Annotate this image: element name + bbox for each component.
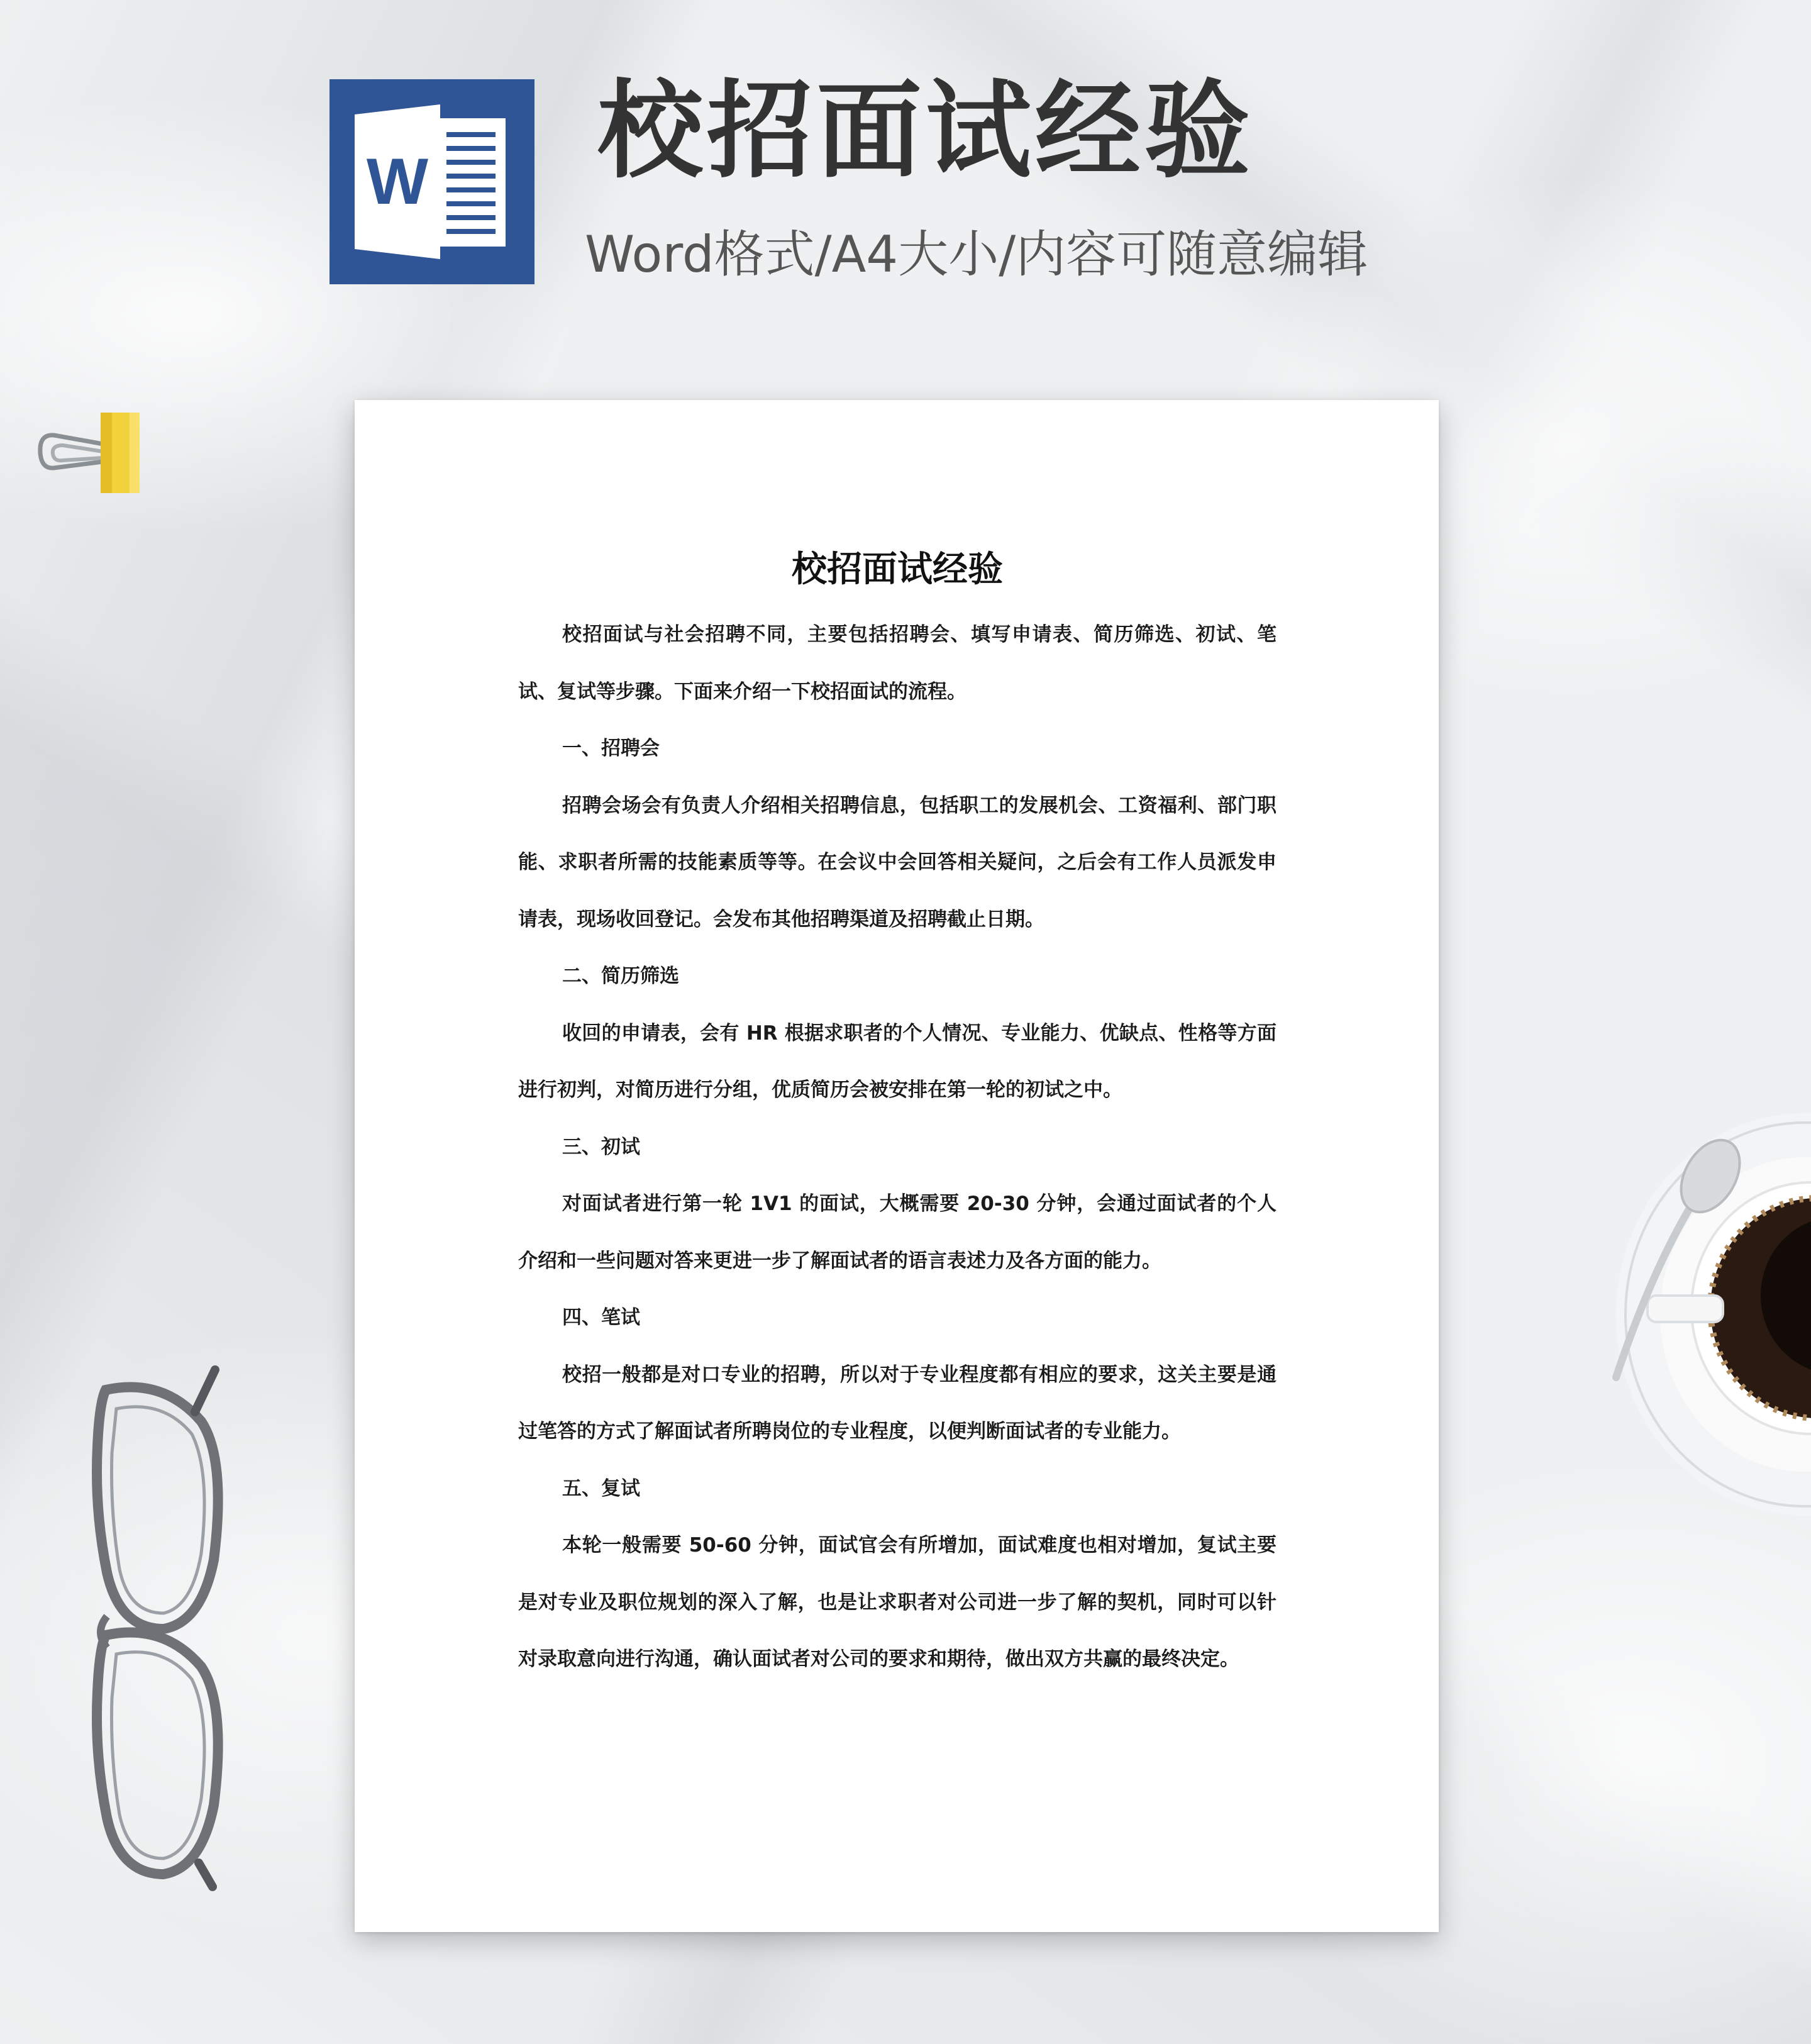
page-title: 校招面试经验 [597,69,1254,192]
word-logo-icon [330,79,534,284]
word-logo-letter: W [366,145,429,218]
body-paragraph: 本轮一般需要 50-60 分钟，面试官会有所增加，面试难度也相对增加，复试主要是对专业及职位规划的深入了解，也是让求职者对公司进一步了解的契机，同时可以针对录取意向进行沟通，确认面试者对公司的要求和期待，做出双方共赢的最终决定。 [518,1534,1277,1670]
page-subtitle: Word格式/A4大小/内容可随意编辑 [585,225,1368,284]
section-heading: 五、复试 [562,1477,640,1500]
document-body [518,545,1277,1688]
document-content [518,606,1277,1688]
body-paragraph: 校招面试与社会招聘不同，主要包括招聘会、填写申请表、简历筛选、初试、笔试、复试等步骤。下面来介绍一下校招面试的流程。 [518,623,1277,703]
body-paragraph: 招聘会场会有负责人介绍相关招聘信息，包括职工的发展机会、工资福利、部门职能、求职者所需的技能素质等等。在会议中会回答相关疑问，之后会有工作人员派发申请表，现场收回登记。会发布其他招聘渠道及招聘截止日期。 [518,794,1277,931]
binder-clip-icon [35,408,148,502]
section-heading: 二、简历筛选 [562,965,679,987]
section-heading: 一、招聘会 [562,737,660,760]
body-paragraph: 对面试者进行第一轮 1V1 的面试，大概需要 20-30 分钟，会通过面试者的个人介绍和一些问题对答来更进一步了解面试者的语言表述力及各方面的能力。 [518,1192,1277,1272]
section-heading: 四、笔试 [562,1306,640,1329]
body-paragraph: 收回的申请表，会有 HR 根据求职者的个人情况、专业能力、优缺点、性格等方面进行初判，对简历进行分组，优质简历会被安排在第一轮的初试之中。 [518,1021,1277,1101]
eyeglasses-icon [69,1352,258,1899]
body-paragraph: 校招一般都是对口专业的招聘，所以对于专业程度都有相应的要求，这关主要是通过笔答的方式了解面试者所聘岗位的专业程度，以便判断面试者的专业能力。 [518,1363,1277,1443]
document-page [355,400,1439,1932]
document-title: 校招面试经验 [792,549,1003,590]
coffee-cup-icon [1597,1107,1811,1522]
section-heading: 三、初试 [562,1135,640,1158]
